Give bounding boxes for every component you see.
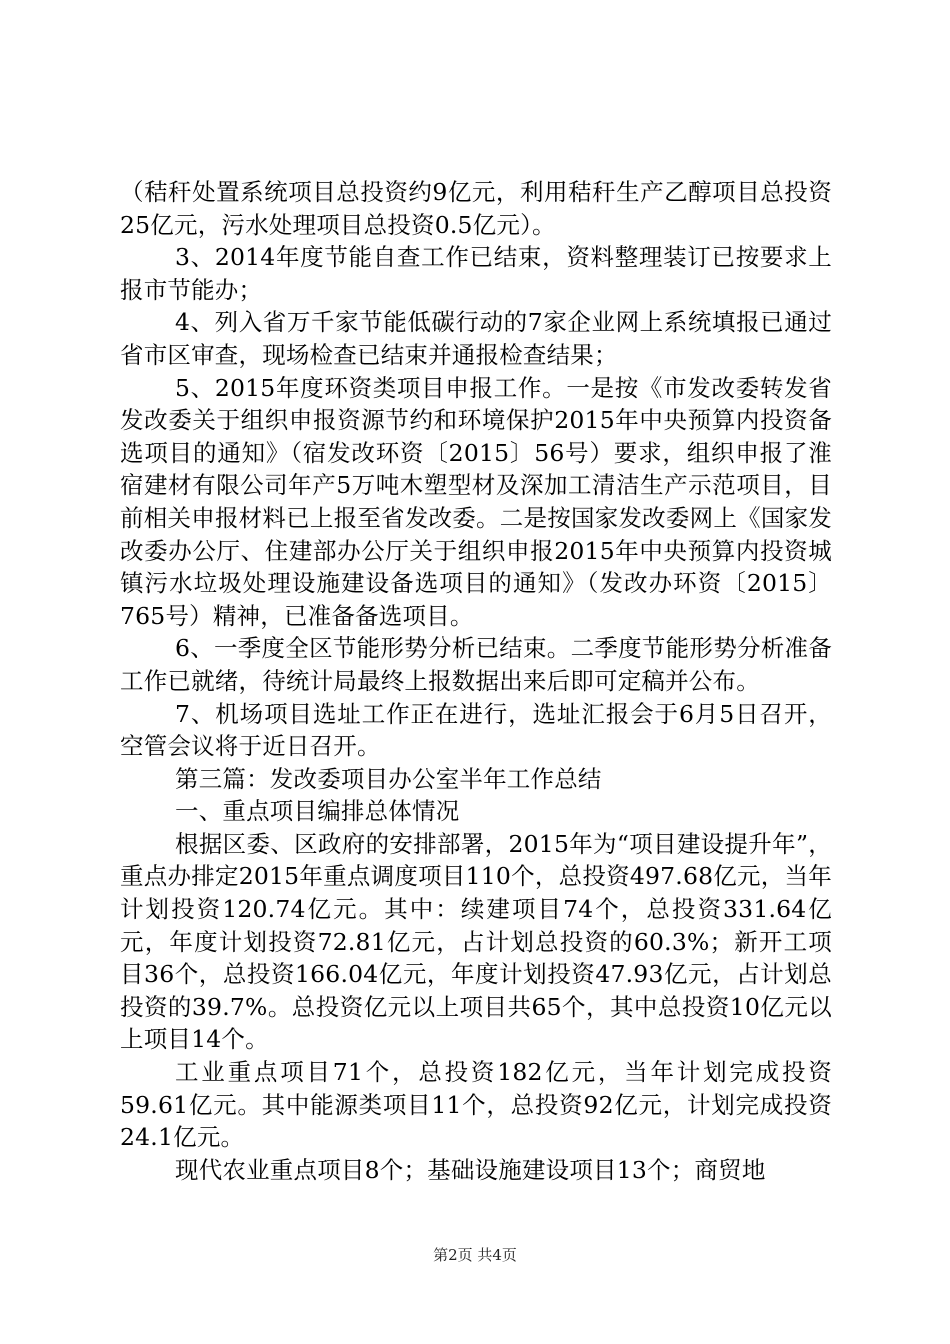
paragraph-4: 5、2015年度环资类项目申报工作。一是按《市发改委转发省发改委关于组织申报资源节约和环境保护2015年中央预算内投资备选项目的通知》（宿发改环资〔2015〕56号）要求，组织申报了淮宿建材有限公司年产5万吨木塑型材及深加工清洁生产示范项目，目前相关申报材料已上报至省发改委。二是按国家发改委网上《国家发改委办公厅、住建部办公厅关于组织申报2015年中央预算内投资城镇污水垃圾处理设施建设备选项目的通知》（发改办环资〔2015〕765号）精神，已准备备选项目。	[120, 373, 832, 630]
page-footer	[0, 1245, 950, 1265]
section-heading: 第三篇：发改委项目办公室半年工作总结	[175, 764, 602, 793]
paragraph-10: 工业重点项目71个，总投资182亿元，当年计划完成投资59.61亿元。其中能源类项目11个，总投资92亿元，计划完成投资24.1亿元。	[120, 1058, 832, 1152]
subsection-heading: 一、重点项目编排总体情况	[175, 797, 460, 826]
paragraph-6: 7、机场项目选址工作正在进行，选址汇报会于6月5日召开，空管会议将于近日召开。	[120, 699, 832, 761]
paragraph-1: （秸秆处置系统项目总投资约9亿元，利用秸秆生产乙醇项目总投资25亿元，污水处理项目总投资0.5亿元）。	[120, 178, 832, 239]
paragraph-9: 根据区委、区政府的安排部署，2015年为“项目建设提升年”，重点办排定2015年重点调度项目110个，总投资497.68亿元，当年计划投资120.74亿元。其中：续建项目74个，总投资331.64亿元，年度计划投资72.81亿元，占计划总投资的60.3%；新开工项目36个，总投资166.04亿元，年度计划投资47.93亿元，占计划总投资的39.7%。总投资亿元以上项目共65个，其中总投资10亿元以上项目14个。	[120, 829, 832, 1054]
page-number-label: 第2页 共4页	[433, 1246, 517, 1264]
document-body	[120, 176, 832, 1186]
paragraph-5: 6、一季度全区节能形势分析已结束。二季度节能形势分析准备工作已就绪，待统计局最终上报数据出来后即可定稿并公布。	[120, 634, 832, 695]
paragraph-11: 现代农业重点项目8个；基础设施建设项目13个；商贸地	[175, 1155, 766, 1184]
paragraph-2: 3、2014年度节能自查工作已结束，资料整理装订已按要求上报市节能办；	[120, 243, 832, 304]
paragraph-3: 4、列入省万千家节能低碳行动的7家企业网上系统填报已通过省市区审查，现场检查已结束并通报检查结果；	[120, 308, 832, 369]
